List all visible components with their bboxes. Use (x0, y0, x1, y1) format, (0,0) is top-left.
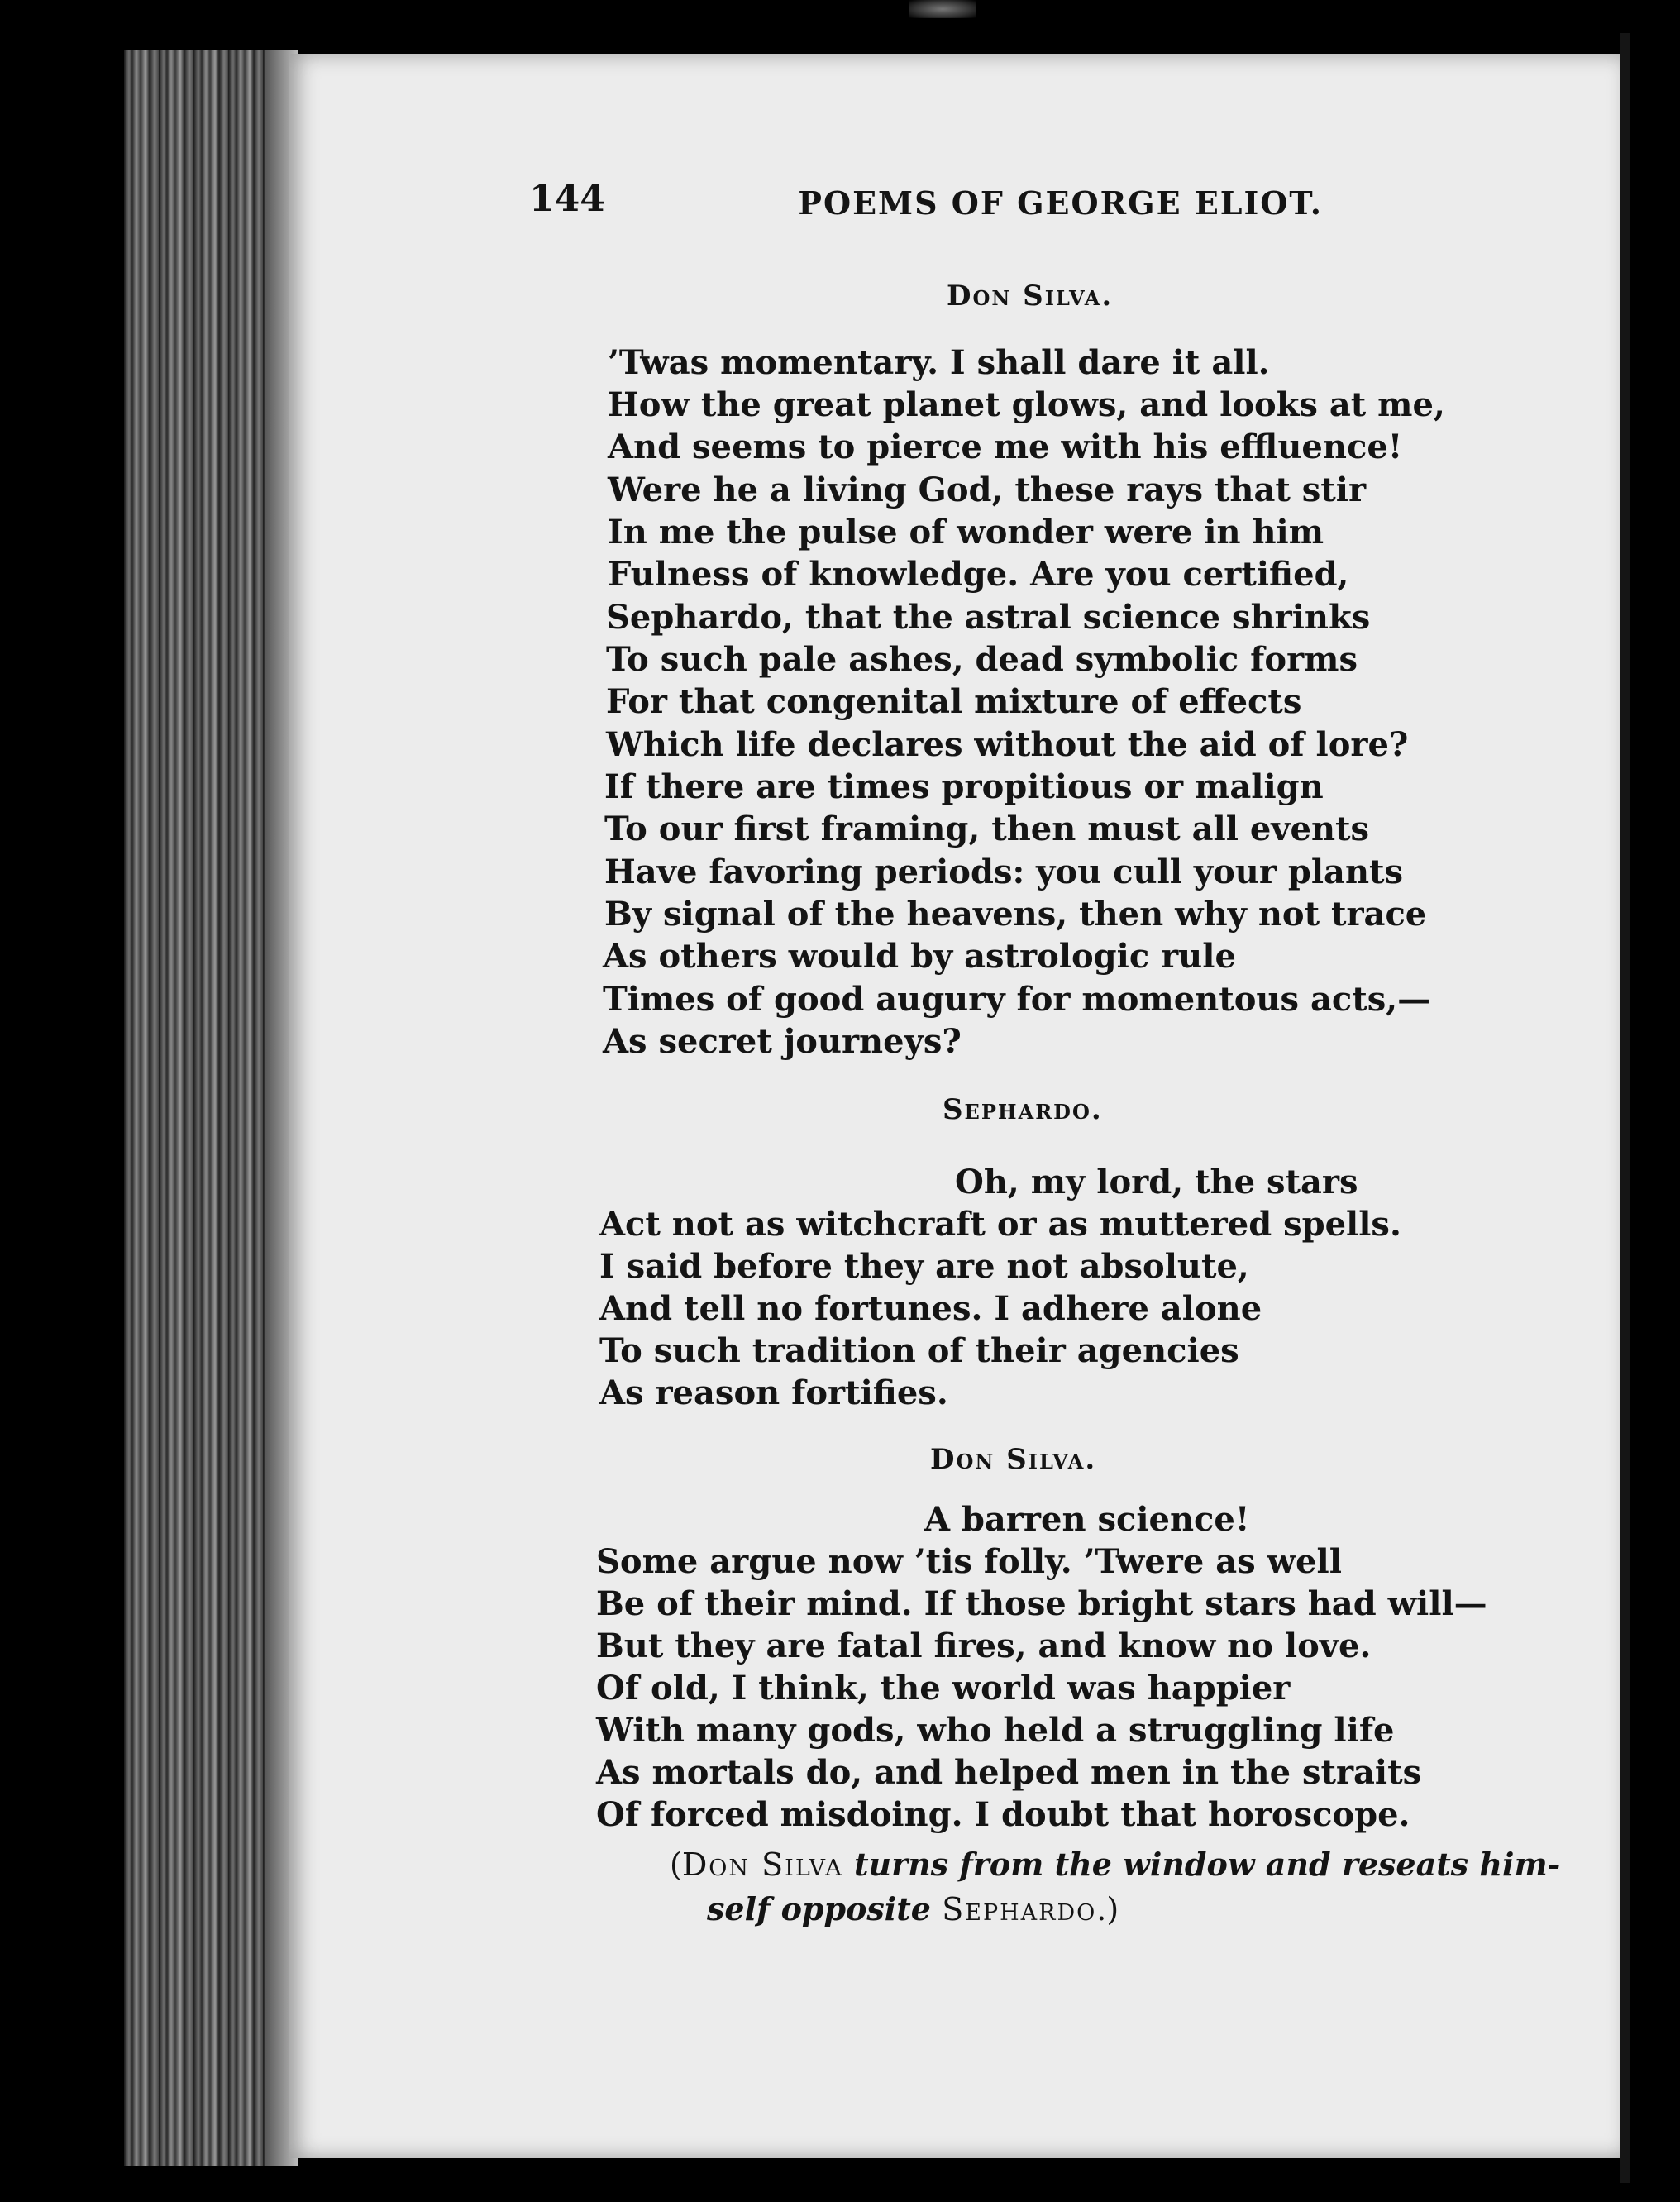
verse-line: Of forced misdoing. I doubt that horoscope. (596, 1795, 1410, 1834)
verse-line: Fulness of knowledge. Are you certified, (608, 555, 1349, 594)
stage-paren-close: .) (1096, 1891, 1119, 1927)
speaker-heading: Don Silva. (930, 1443, 1097, 1476)
verse-line: I said before they are not absolute, (599, 1247, 1249, 1286)
speaker-heading: Sephardo. (943, 1093, 1103, 1126)
verse-line: Sephardo, that the astral science shrinks (606, 598, 1371, 637)
scan-artifact (909, 0, 976, 18)
verse-line: Oh, my lord, the stars (955, 1163, 1358, 1201)
verse-line: A barren science! (924, 1500, 1250, 1539)
verse-line: And seems to pierce me with his effluence! (608, 428, 1403, 466)
verse-line: As others would by astrologic rule (603, 937, 1236, 976)
stage-text: turns from the window and reseats him- (842, 1846, 1561, 1883)
verse-line: And tell no fortunes. I adhere alone (599, 1289, 1262, 1328)
verse-line: If there are times propitious or malign (604, 767, 1324, 806)
stage-paren-open: ( (670, 1846, 682, 1883)
running-head (529, 178, 1323, 227)
verse-line: Which life declares without the aid of lore? (606, 725, 1409, 764)
verse-line: In me the pulse of wonder were in him (608, 513, 1324, 552)
verse-line: But they are fatal fires, and know no love. (596, 1626, 1372, 1665)
verse-line: Be of their mind. If those bright stars had will— (596, 1584, 1487, 1623)
page-number: 144 (529, 178, 605, 220)
verse-line: To such pale ashes, dead symbolic forms (606, 640, 1358, 679)
verse-line: As secret journeys? (603, 1022, 962, 1061)
verse-line: With many gods, who held a struggling life (596, 1711, 1395, 1750)
verse-line: As mortals do, and helped men in the straits (596, 1753, 1422, 1792)
speaker-heading: Don Silva. (947, 279, 1114, 313)
verse-line: Times of good augury for momentous acts,— (603, 980, 1431, 1019)
verse-line: Some argue now ’tis folly. ’Twere as well (596, 1542, 1342, 1581)
stage-direction-line (670, 1844, 1560, 1885)
stage-text: self opposite (707, 1890, 943, 1927)
verse-line: As reason fortifies. (599, 1373, 948, 1412)
running-title: POEMS OF GEORGE ELIOT. (798, 184, 1323, 222)
verse-line: Were he a living God, these rays that stir (608, 470, 1367, 509)
verse-line: For that congenital mixture of effects (606, 682, 1302, 721)
verse-line: To such tradition of their agencies (599, 1331, 1239, 1370)
stage-direction-line (707, 1889, 1119, 1930)
stage-character-name: Sephardo (942, 1891, 1097, 1927)
verse-line: By signal of the heavens, then why not trace (604, 895, 1427, 934)
page-right-edge (1620, 33, 1630, 2183)
verse-line: To our first framing, then must all events (604, 810, 1370, 848)
verse-line: How the great planet glows, and looks at me, (608, 385, 1445, 424)
verse-line: Of old, I think, the world was happier (596, 1669, 1291, 1708)
verse-line: ’Twas momentary. I shall dare it all. (608, 343, 1270, 382)
verse-line: Have favoring periods: you cull your plants (604, 853, 1404, 891)
verse-line: Act not as witchcraft or as muttered spells. (599, 1205, 1401, 1244)
stage-character-name: Don Silva (681, 1846, 843, 1883)
